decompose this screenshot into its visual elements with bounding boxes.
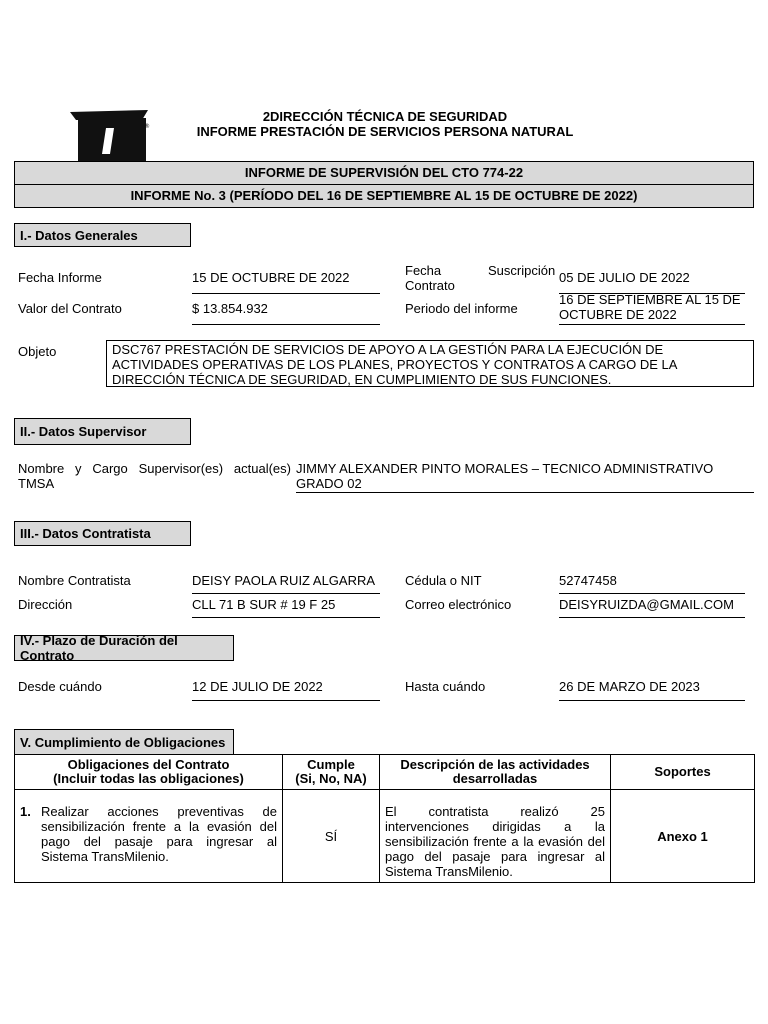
objeto-label: Objeto xyxy=(18,344,57,359)
desde-label: Desde cuándo xyxy=(18,679,102,694)
desde-value: 12 DE JULIO DE 2022 xyxy=(192,679,380,701)
header-obligaciones xyxy=(15,755,283,790)
header-obligaciones-line-2: (Incluir todas las obligaciones) xyxy=(53,771,244,786)
header-soportes: Soportes xyxy=(611,755,755,790)
periodo-informe-value xyxy=(559,292,745,325)
supervisor-value xyxy=(296,461,754,493)
header-obligaciones-line-1: Obligaciones del Contrato xyxy=(67,757,230,772)
nombre-contratista-value: DEISY PAOLA RUIZ ALGARRA xyxy=(192,573,380,594)
header-descripcion xyxy=(380,755,611,790)
report-number: INFORME No. 3 (PERÍODO DEL 16 DE SEPTIEMBRE AL 15 DE OCTUBRE DE 2022) xyxy=(14,184,754,208)
descripcion-cell xyxy=(380,790,611,883)
header-descripcion-line-1: Descripción de las actividades xyxy=(400,757,590,772)
table-row xyxy=(15,790,755,883)
header-line-1: 2DIRECCIÓN TÉCNICA DE SEGURIDAD xyxy=(262,109,508,124)
obligaciones-table xyxy=(14,754,755,883)
header-cumple-line-2: (Si, No, NA) xyxy=(295,771,367,786)
fecha-suscripcion-label-1: Fecha xyxy=(405,263,442,278)
direccion-label: Dirección xyxy=(18,597,73,612)
header-descripcion-line-2: desarrolladas xyxy=(452,771,538,786)
cedula-label: Cédula o NIT xyxy=(405,573,482,588)
periodo-line-1: 16 DE SEPTIEMBRE AL 15 DE xyxy=(559,292,741,307)
correo-label: Correo electrónico xyxy=(405,597,512,612)
fecha-informe-value: 15 DE OCTUBRE DE 2022 xyxy=(192,270,380,294)
objeto-value: DSC767 PRESTACIÓN DE SERVICIOS DE APOYO A LA GESTIÓN PARA LA EJECUCIÓN DE ACTIVIDADES OPERATIVAS DE LOS PLANES, PROYECTOS Y CONTRATOS A CARGO DE LA DIRECCIÓN TÉCNICA DE SEGURIDAD, EN CUMPLIMIENTO DE SUS FUNCIONES. xyxy=(106,340,754,387)
section-plazo-duracion: IV.- Plazo de Duración del Contrato xyxy=(14,635,234,661)
periodo-informe-label: Periodo del informe xyxy=(405,301,518,316)
soportes-cell: Anexo 1 xyxy=(611,790,755,883)
cedula-value: 52747458 xyxy=(559,573,745,594)
cumple-cell: SÍ xyxy=(283,790,380,883)
valor-contrato-label: Valor del Contrato xyxy=(18,301,122,316)
obligacion-number: 1. xyxy=(20,804,31,819)
supervisor-value-line-1: JIMMY ALEXANDER PINTO MORALES – TECNICO ADMINISTRATIVO xyxy=(296,461,714,476)
section-datos-supervisor: II.- Datos Supervisor xyxy=(14,418,191,445)
svg-text:®: ® xyxy=(144,123,150,130)
obligacion-text: Realizar acciones preventivas de sensibilización frente a la evasión del pago del pasaje para ingresar al Sistema TransMilenio. xyxy=(41,804,277,864)
section-cumplimiento-obligaciones: V. Cumplimiento de Obligaciones xyxy=(14,729,234,755)
header-cumple-line-1: Cumple xyxy=(307,757,355,772)
fecha-informe-label: Fecha Informe xyxy=(18,270,102,285)
supervisor-label-line-1: Nombre y Cargo Supervisor(es) actual(es) xyxy=(18,461,291,476)
section-datos-contratista: III.- Datos Contratista xyxy=(14,521,191,546)
periodo-line-2: OCTUBRE DE 2022 xyxy=(559,307,677,322)
obligaciones-header-row xyxy=(15,755,755,790)
header-line-2: INFORME PRESTACIÓN DE SERVICIOS PERSONA NATURAL xyxy=(196,124,574,139)
valor-contrato-value: $ 13.854.932 xyxy=(192,301,380,325)
direccion-value: CLL 71 B SUR # 19 F 25 xyxy=(192,597,380,618)
hasta-label: Hasta cuándo xyxy=(405,679,486,694)
fecha-suscripcion-value: 05 DE JULIO DE 2022 xyxy=(559,270,745,294)
descripcion-text: El contratista realizó 25 intervenciones dirigidas a la sensibilización frente a la evasión del pago del pasaje para ingresar al Sistema TransMilenio. xyxy=(385,804,605,879)
header-cumple xyxy=(283,755,380,790)
fecha-suscripcion-label-3: Contrato xyxy=(405,278,455,293)
hasta-value: 26 DE MARZO DE 2023 xyxy=(559,679,745,701)
obligacion-cell xyxy=(15,790,283,883)
section-datos-generales: I.- Datos Generales xyxy=(14,223,191,247)
report-title: INFORME DE SUPERVISIÓN DEL CTO 774-22 xyxy=(14,161,754,185)
nombre-contratista-label: Nombre Contratista xyxy=(18,573,131,588)
supervisor-value-line-2: GRADO 02 xyxy=(296,476,362,491)
supervisor-label-line-2: TMSA xyxy=(18,476,55,491)
fecha-suscripcion-label-2: Suscripción xyxy=(488,263,556,278)
correo-value: DEISYRUIZDA@GMAIL.COM xyxy=(559,597,745,618)
